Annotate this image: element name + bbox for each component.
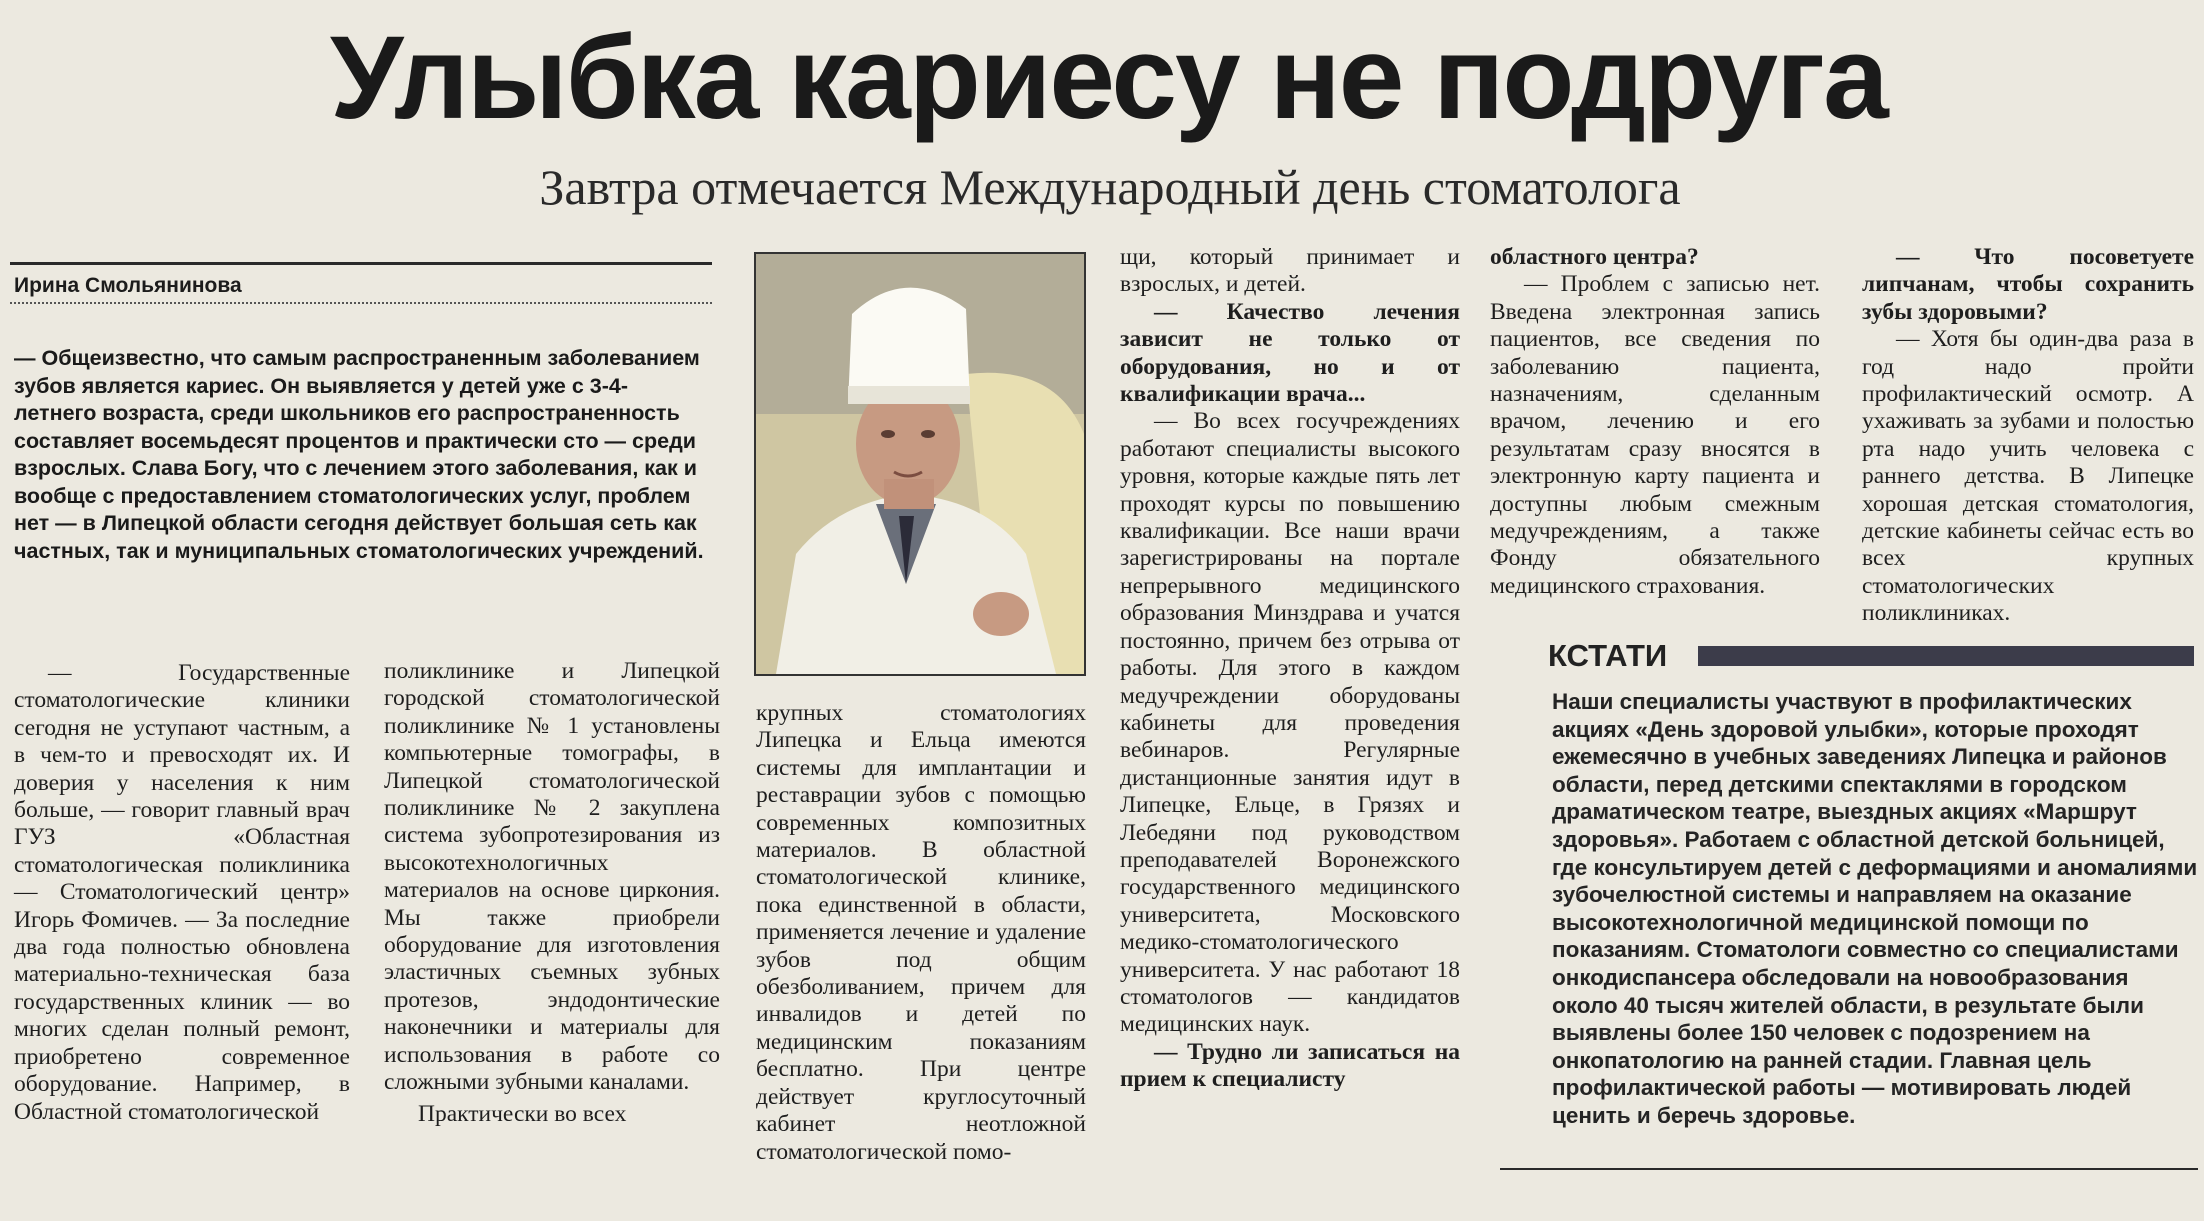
- doctor-photo: [754, 252, 1086, 676]
- article-column-4: [1120, 244, 1460, 1094]
- subheadline: Завтра отмечается Международный день стоматолога: [539, 159, 1681, 215]
- article-column-5: [1490, 244, 1820, 600]
- headline: Улыбка кариесу не подруга: [330, 12, 1887, 144]
- kstati-heading-bar: [1698, 646, 2194, 666]
- interview-question: — Трудно ли записаться на прием к специалисту: [1120, 1038, 1460, 1093]
- interview-question: — Качество лечения зависит не только от оборудования, но и от квалификации врача...: [1120, 298, 1460, 408]
- kstati-text: Наши специалисты участвуют в профилактических акциях «День здоровой улыбки», которые проходят ежемесячно в учебных заведениях Липецка и районов области, перед детскими спектаклями в городском драматическом театре, выездных акциях «Маршрут здоровья». Работаем с областной детской больницей, где консультируем детей с деформациями и аномалиями зубочелюстной системы и направляем на оказание высокотехнологичной медицинской помощи по показаниям. Стоматологи совместно со специалистами онкодиспансера обследовали на новообразования около 40 тысяч жителей области, в результате были выявлены более 150 человек с подозрением на онкопатологию на ранней стадии. Главная цель профилактической работы — мотивировать людей ценить и беречь здоровье.: [1552, 689, 2198, 1128]
- kstati-heading: КСТАТИ: [1548, 638, 1668, 673]
- article-column-1: [14, 660, 350, 1126]
- column-4-paragraph: щи, который принимает и взрослых, и детей.: [1120, 244, 1460, 298]
- interview-answer: — Во всех госучреждениях работают специалисты высокого уровня, которые каждые пять лет проходят курсы по повышению квалификации. Все наши врачи зарегистрированы на портале непрерывного медицинского образования Минздрава и учатся постоянно, причем без отрыва от работы. Для этого в каждом медучреждении оборудованы кабинеты для проведения вебинаров. Регулярные дистанционные занятия идут в Липецке, Ельце, в Грязях и Лебедяни под руководством преподавателей Воронежского государственного медицинского университета, Московского медико-стоматологического университета. У нас работают 18 стоматологов — кандидатов медицинских наук.: [1120, 408, 1460, 1038]
- author-byline: Ирина Смольянинова: [14, 274, 242, 297]
- interview-question: — Что посоветуете липчанам, чтобы сохранить зубы здоровыми?: [1862, 244, 2194, 325]
- article-column-6: [1862, 244, 2194, 628]
- column-3-paragraph: крупных стоматологиях Липецка и Ельца имеются системы для имплантации и реставрации зубов с помощью современных композитных материалов. В областной стоматологической клинике, пока единственной в области, применяется лечение и удаление зубов под общим обезболиванием, причем для инвалидов и детей по медицинским показаниям бесплатно. При центре действует круглосуточный кабинет неотложной стоматологической помо-: [756, 700, 1086, 1165]
- byline-top-rule: [10, 262, 712, 265]
- column-2-paragraph: поликлинике и Липецкой городской стоматологической поликлинике № 1 установлены компьютерные томографы, в Липецкой стоматологической поликлинике № 2 закуплена система зубопротезирования из высокотехнологичных материалов на основе циркония. Мы также приобрели оборудование для изготовления эластичных съемных зубных протезов, эндодонтические наконечники и материалы для использования в работе со сложными зубными каналами.: [384, 658, 720, 1096]
- interview-question: областного центра?: [1490, 244, 1699, 270]
- column-1-paragraph: — Государственные стоматологические клиники сегодня не уступают частным, а в чем-то и превосходят их. И доверия у населения к ним больше, — говорит главный врач ГУЗ «Областная стоматологическая поликлиника — Стоматологический центр» Игорь Фомичев. — За последние два года полностью обновлена материально-техническая база государственных клиник — во многих сделан полный ремонт, приобретено современное оборудование. Например, в Областной стоматологической: [14, 660, 350, 1125]
- interview-answer: — Проблем с записью нет. Введена электронная запись пациентов, все сведения по заболеванию пациента, назначениям, сделанным врачом, лечению и его результатам сразу вносятся в электронную карту пациента и доступны любым смежным медучреждениям, а также Фонду обязательного медицинского страхования.: [1490, 271, 1820, 599]
- interview-answer: — Хотя бы один-два раза в год надо пройти профилактический осмотр. А ухаживать за зубами и полостью рта надо учить человека с раннего детства. В Липецке хорошая детская стоматология, детские кабинеты сейчас есть во всех крупных стоматологических поликлиниках.: [1862, 326, 2194, 627]
- article-column-3: [756, 700, 1086, 1166]
- column-2-paragraph-end: Практически во всех: [418, 1100, 627, 1127]
- article-column-2: [384, 658, 720, 1128]
- doctor-portrait-icon: [756, 254, 1084, 674]
- kstati-bottom-rule: [1500, 1168, 2198, 1170]
- lead-paragraph: — Общеизвестно, что самым распространенным заболеванием зубов является кариес. Он выявляется у детей уже с 3-4-летнего возраста, среди школьников его распространенность составляет восемьдесят процентов и практически сто — среди взрослых. Слава Богу, что с лечением этого заболевания, как и вообще с предоставлением стоматологических услуг, проблем нет — в Липецкой области сегодня действует большая сеть как частных, так и муниципальных стоматологических учреждений.: [14, 346, 704, 563]
- byline-dotted-rule: [10, 302, 712, 304]
